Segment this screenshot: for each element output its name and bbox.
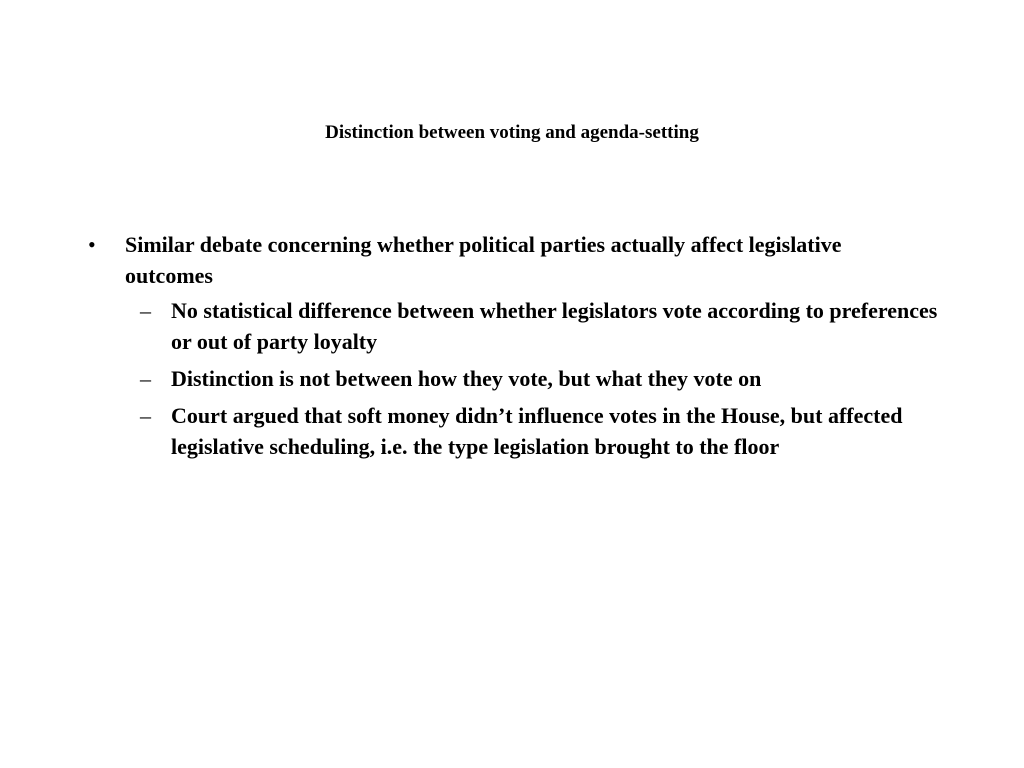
bullet-marker: •	[88, 232, 96, 257]
sub-bullet-marker: –	[140, 366, 151, 391]
bullet-item	[88, 229, 885, 291]
sub-bullet-item	[125, 295, 948, 357]
slide-body	[88, 229, 948, 468]
slide-title: Distinction between voting and agenda-setting	[325, 122, 699, 143]
sub-bullet-list	[125, 295, 948, 462]
sub-bullet-text: Distinction is not between how they vote, but what they vote on	[171, 366, 762, 391]
sub-bullet-text: Court argued that soft money didn’t influence votes in the House, but affected legislative scheduling, i.e. the type legislation brought to the floor	[171, 403, 903, 459]
sub-bullet-item	[125, 400, 948, 462]
sub-bullet-item	[125, 363, 948, 394]
sub-bullet-marker: –	[140, 298, 151, 323]
sub-bullet-marker: –	[140, 403, 151, 428]
sub-bullet-text: No statistical difference between whether legislators vote according to preferences or out of party loyalty	[171, 298, 938, 354]
bullet-text: Similar debate concerning whether political parties actually affect legislative outcomes	[125, 232, 842, 288]
